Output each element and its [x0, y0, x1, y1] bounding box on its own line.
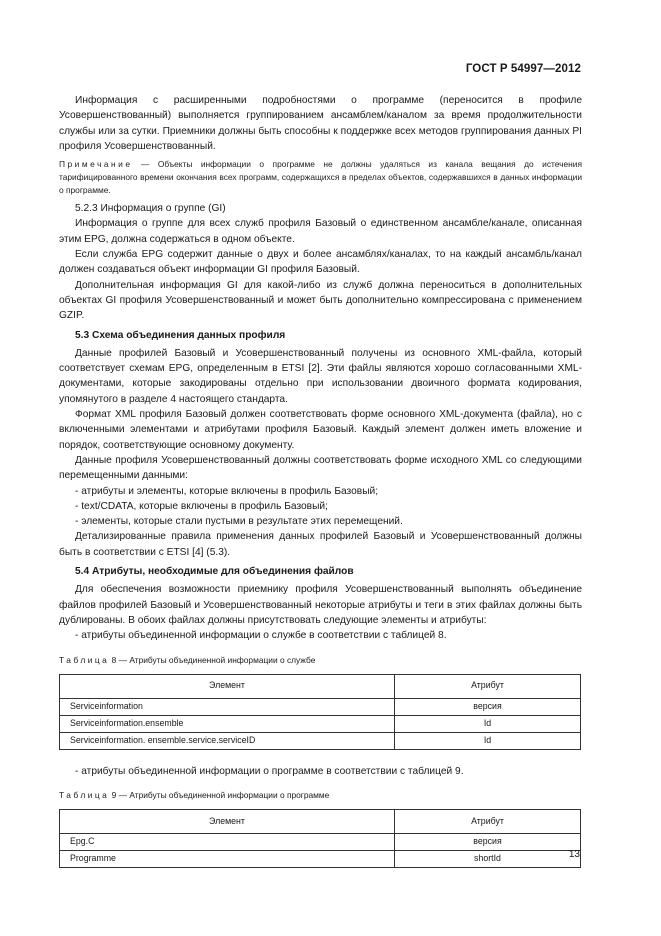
table-row	[60, 698, 581, 715]
note-text: — Объекты информации о программе не должны удаляться из канала вещания до истечения тарифицированного времени окончания всех программ, содержащихся в пределах объектов, содержавшихся в данных информации о программе.	[59, 159, 582, 196]
list-item: - элементы, которые стали пустыми в результате этих перемещений.	[75, 516, 403, 528]
cell-element: Programme	[60, 850, 395, 867]
note-label: Примечание	[59, 159, 133, 170]
table-8-caption	[59, 654, 582, 666]
column-header-element: Элемент	[60, 674, 395, 698]
column-header-attribute: Атрибут	[395, 809, 581, 833]
cell-attribute: версия	[395, 698, 581, 715]
caption-text: 8 — Атрибуты объединенной информации о службе	[109, 654, 316, 665]
table-8	[59, 674, 581, 750]
cell-attribute: Id	[395, 732, 581, 749]
paragraph: Детализированные правила применения данных профилей Базовый и Усовершенствованный должны быть в соответствии с ETSI [4] (5.3).	[59, 531, 582, 558]
section-heading-5-2-3: 5.2.3 Информация о группе (GI)	[75, 203, 226, 215]
table-header-row	[60, 809, 581, 833]
paragraph: Если служба EPG содержит данные о двух и более ансамблях/каналах, то на каждый ансамбль/канал должен создаваться объект информации GI профиля Базовый.	[59, 249, 582, 276]
note	[59, 158, 582, 197]
section-heading-5-3: 5.3 Схема объединения данных профиля	[75, 329, 286, 341]
table-row	[60, 833, 581, 850]
page-number: 13	[568, 849, 580, 860]
paragraph: Информация о группе для всех служб профиля Базовый о единственном ансамбле/канале, описанная этим EPG, должна содержаться в одном объекте.	[59, 218, 582, 245]
table-9	[59, 809, 581, 868]
table-row	[60, 850, 581, 867]
table-row	[60, 715, 581, 732]
caption-label: Таблица	[59, 654, 110, 665]
cell-attribute: Id	[395, 715, 581, 732]
cell-attribute: версия	[395, 833, 581, 850]
paragraph: Для обеспечения возможности приемнику профиля Усовершенствованный выполнять объединение файлов профилей Базовый и Усовершенствованный некоторые атрибуты и теги в этих файлах должны быть дублированы. В обоих файлах должны присутствовать следующие элементы и атрибуты:	[59, 584, 582, 626]
column-header-element: Элемент	[60, 809, 395, 833]
page-content	[59, 93, 582, 868]
list-item: - атрибуты и элементы, которые включены в профиль Базовый;	[75, 485, 379, 497]
table-header-row	[60, 674, 581, 698]
caption-label: Таблица	[59, 789, 110, 800]
table-9-caption	[59, 789, 582, 801]
cell-attribute: shortId	[395, 850, 581, 867]
list-item: - атрибуты объединенной информации о программе в соответствии с таблицей 9.	[75, 765, 464, 777]
cell-element: Epg.C	[60, 833, 395, 850]
table-row	[60, 732, 581, 749]
list-item: - атрибуты объединенной информации о службе в соответствии с таблицей 8.	[75, 630, 447, 642]
section-heading-5-4: 5.4 Атрибуты, необходимые для объединения файлов	[75, 566, 354, 578]
column-header-attribute: Атрибут	[395, 674, 581, 698]
caption-text: 9 — Атрибуты объединенной информации о программе	[109, 789, 330, 800]
paragraph: Дополнительная информация GI для какой-либо из служб должна переноситься в дополнительных объектах GI профиля Усовершенствованный и может быть дополнительно компрессирована с применением GZIP.	[59, 279, 582, 322]
paragraph: Данные профилей Базовый и Усовершенствованный получены из основного XML-файла, который соответствует схемам EPG, определенным в ETSI [2]. Эти файлы являются хорошо согласованными XML-документами, которые закодированы отдельно при использовании двоичного формата кодирования, упомянутого в разделе 4 настоящего стандарта.	[59, 347, 582, 405]
cell-element: Serviceinformation. ensemble.service.serviceID	[60, 732, 395, 749]
paragraph: Данные профиля Усовершенствованный должны соответствовать форме исходного XML со следующими перемещенными данными:	[59, 454, 582, 482]
document-header: ГОСТ Р 54997—2012	[465, 63, 581, 75]
paragraph: Информация с расширенными подробностями о программе (переносится в профиле Усовершенствованный) выполняется группированием ансамблем/каналом за время продолжительности службы или за сутки. Приемники должны быть способны к поддержке всех методов группирования данных PI профиля Усовершенствованный.	[59, 95, 582, 152]
cell-element: Serviceinformation.ensemble	[60, 715, 395, 732]
cell-element: Serviceinformation	[60, 698, 395, 715]
paragraph: Формат XML профиля Базовый должен соответствовать форме основного XML-документа (файла), но с включенными элементами и атрибутами профиля Базовый. Каждый элемент должен иметь вложение и порядок, соответствующие основному документу.	[59, 409, 582, 451]
list-item: - text/CDATA, которые включены в профиль Базовый;	[75, 500, 328, 512]
